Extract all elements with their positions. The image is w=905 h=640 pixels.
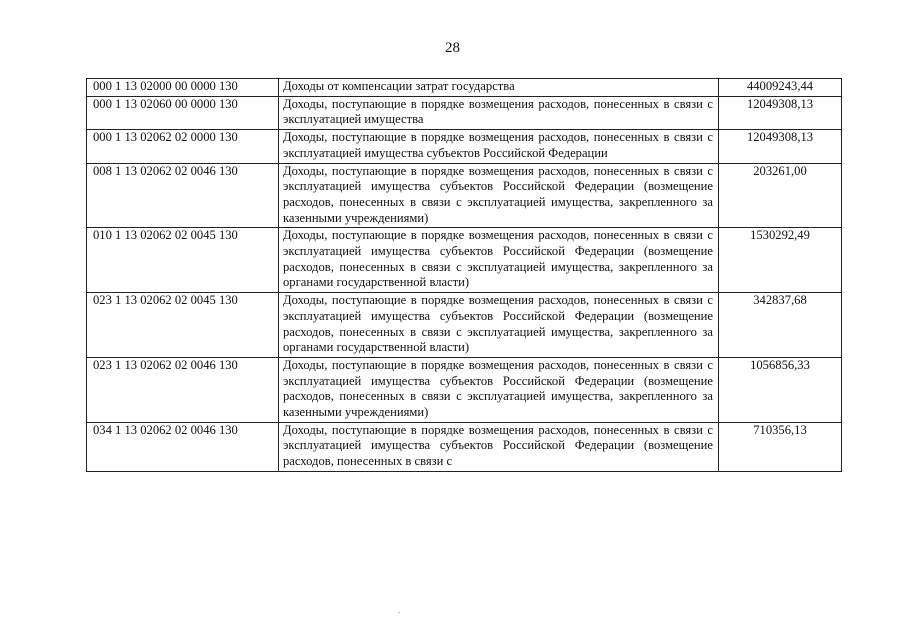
table-row <box>87 228 842 293</box>
scan-speck <box>398 612 400 613</box>
revenue-table <box>86 78 842 472</box>
amount-cell: 12049308,13 <box>719 130 842 163</box>
revenue-name-cell: Доходы от компенсации затрат государства <box>279 79 719 97</box>
amount-cell: 1056856,33 <box>719 357 842 422</box>
budget-code-cell: 000 1 13 02062 02 0000 130 <box>87 130 279 163</box>
revenue-name-cell: Доходы, поступающие в порядке возмещения расходов, понесенных в связи с эксплуатацией имущества <box>279 96 719 129</box>
revenue-name-cell <box>279 422 719 471</box>
budget-code-cell: 000 1 13 02000 00 0000 130 <box>87 79 279 97</box>
revenue-name-cell: Доходы, поступающие в порядке возмещения расходов, понесенных в связи с эксплуатацией имущества субъектов Российской Федерации (возмещение расходов, понесенных в связи с эксплуатацией имущества, закрепленного за органами государственной власти) <box>279 293 719 358</box>
amount-cell: 44009243,44 <box>719 79 842 97</box>
amount-cell: 342837,68 <box>719 293 842 358</box>
table-row <box>87 163 842 228</box>
table-row <box>87 96 842 129</box>
budget-code-cell: 023 1 13 02062 02 0046 130 <box>87 357 279 422</box>
revenue-name-cell: Доходы, поступающие в порядке возмещения расходов, понесенных в связи с эксплуатацией имущества субъектов Российской Федерации (возмещение расходов, понесенных в связи с эксплуатацией имущества, закрепленного за казенными учреждениями) <box>279 357 719 422</box>
page-number: 28 <box>445 40 460 56</box>
table-row <box>87 357 842 422</box>
budget-code-cell: 034 1 13 02062 02 0046 130 <box>87 422 279 471</box>
revenue-name-text: Доходы, поступающие в порядке возмещения расходов, понесенных в связи с эксплуатацией имущества субъектов Российской Федерации (возмещение расходов, понесенных в связи с <box>283 422 713 469</box>
table-row <box>87 293 842 358</box>
revenue-name-cell: Доходы, поступающие в порядке возмещения расходов, понесенных в связи с эксплуатацией имущества субъектов Российской Федерации (возмещение расходов, понесенных в связи с эксплуатацией имущества, закрепленного за органами государственной власти) <box>279 228 719 293</box>
revenue-name-cell: Доходы, поступающие в порядке возмещения расходов, понесенных в связи с эксплуатацией имущества субъектов Российской Федерации <box>279 130 719 163</box>
amount-cell: 203261,00 <box>719 163 842 228</box>
revenue-name-cell: Доходы, поступающие в порядке возмещения расходов, понесенных в связи с эксплуатацией имущества субъектов Российской Федерации (возмещение расходов, понесенных в связи с эксплуатацией имущества, закрепленного за казенными учреждениями) <box>279 163 719 228</box>
amount-cell: 12049308,13 <box>719 96 842 129</box>
table-row <box>87 422 842 471</box>
amount-cell: 710356,13 <box>719 422 842 471</box>
budget-code-cell: 000 1 13 02060 00 0000 130 <box>87 96 279 129</box>
table-row <box>87 79 842 97</box>
budget-code-cell: 023 1 13 02062 02 0045 130 <box>87 293 279 358</box>
table-row <box>87 130 842 163</box>
budget-code-cell: 008 1 13 02062 02 0046 130 <box>87 163 279 228</box>
amount-cell: 1530292,49 <box>719 228 842 293</box>
budget-code-cell: 010 1 13 02062 02 0045 130 <box>87 228 279 293</box>
